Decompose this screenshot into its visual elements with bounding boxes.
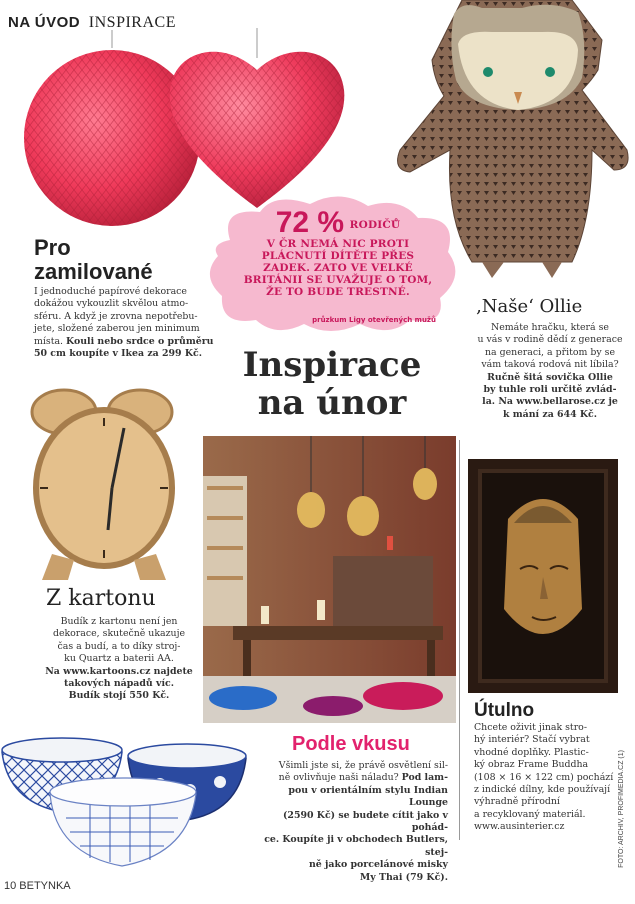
- ollie-bold-line: Ručně šitá sovička Ollie: [487, 371, 613, 383]
- column-divider: [459, 440, 460, 840]
- cardboard-line: Budík z kartonu není jen: [60, 616, 178, 627]
- pro-bold-line: Kouli nebo srdce o průměru: [66, 335, 214, 347]
- indian-lounge-photo: [203, 436, 456, 723]
- pro-heading: [34, 236, 153, 284]
- photo-credit: FOTO: ARCHIV, PROFIMEDIA.CZ (1): [618, 750, 625, 868]
- cardboard-bold-line: takových nápadů víc.: [64, 678, 174, 690]
- cardboard-line: čas a budí, a to díky stroj-: [57, 640, 181, 652]
- utulno-line: ký obraz Frame Buddha: [474, 759, 589, 771]
- stat-percent: 72 %: [275, 206, 345, 239]
- pro-paragraph: [34, 286, 214, 360]
- pro-line: dokážou vykouzlit skvělou atmo-: [34, 298, 189, 310]
- podle-heading: Podle vkusu: [292, 733, 410, 755]
- pro-line: místa.: [34, 335, 64, 347]
- ollie-paragraph: [470, 322, 630, 421]
- cardboard-paragraph: [34, 616, 204, 703]
- utulno-line: hý interiér? Stačí vybrat: [474, 734, 590, 746]
- stat-source: průzkum Ligy otevřených mužů: [312, 316, 436, 324]
- stat-line-6: ŽE TO BUDE TRESTNÉ.: [266, 286, 410, 298]
- utulno-line: z indické dílny, kde používají: [474, 784, 611, 796]
- cardboard-bold-line: Budík stojí 550 Kč.: [68, 690, 170, 702]
- podle-paragraph: [254, 760, 448, 884]
- porcelain-bowls-image: [0, 728, 250, 880]
- stat-line-5: BRITÁNII SE UVAŽUJE O TOM,: [243, 274, 433, 286]
- section-label: NA ÚVOD: [8, 14, 81, 31]
- ollie-line: Nemáte hračku, která se: [491, 322, 609, 333]
- page-title-line-1: Inspirace: [242, 345, 422, 385]
- pro-bold-line: 50 cm koupíte v Ikea za 299 Kč.: [34, 348, 202, 360]
- cardboard-clock-image: [22, 384, 182, 584]
- cardboard-line: dekorace, skutečně ukazuje: [52, 628, 186, 640]
- podle-bold-line: My Thai (79 Kč).: [359, 871, 448, 883]
- podle-bold-line: ce. Koupíte ji v obchodech Butlers, stej-: [264, 834, 448, 858]
- cardboard-bold-line: Na www.kartoons.cz najdete: [45, 665, 193, 677]
- page-footer: 10 BETYNKA: [4, 880, 71, 892]
- utulno-line: vhodné doplňky. Plastic-: [474, 746, 589, 758]
- pro-heading-line-2: zamilované: [34, 259, 153, 284]
- ollie-line: na generaci, a přitom by se: [485, 346, 615, 358]
- utulno-line: výhradně přírodní: [474, 796, 560, 808]
- podle-bold-line: ně jako porcelánové misky: [308, 859, 448, 871]
- podle-bold-line: (2590 Kč) se budete cítit jako v pohád-: [283, 809, 448, 834]
- podle-bold-line: Pod lam-: [401, 772, 448, 784]
- utulno-heading: Útulno: [474, 700, 535, 721]
- subsection-label: INSPIRACE: [88, 14, 176, 31]
- utulno-paragraph: [474, 722, 624, 834]
- stat-line-2: V ČR NEMÁ NIC PROTI: [266, 238, 410, 250]
- stat-line-4: ZADEK. ZATO VE VELKÉ: [263, 262, 413, 274]
- paper-heart-image: [162, 28, 352, 218]
- cardboard-line: ku Quartz a baterii AA.: [64, 653, 174, 665]
- ollie-bold-line: k mání za 644 Kč.: [502, 408, 597, 420]
- podle-line: Všimli jste si, že právě osvětlení sil-: [278, 760, 448, 771]
- utulno-line: (108 × 16 × 122 cm) pochází: [474, 771, 614, 783]
- page-title: [212, 346, 452, 422]
- utulno-line: a recyklovaný materiál.: [474, 808, 586, 820]
- pro-heading-line-1: Pro: [34, 235, 71, 260]
- pro-line: sféru. A když je zrovna nepotřebu-: [34, 310, 198, 322]
- podle-bold-line: pou v orientálním stylu Indian Lounge: [288, 784, 448, 809]
- ollie-heading: ‚Naše‘ Ollie: [476, 296, 583, 317]
- pro-line: I jednoduché papírové dekorace: [34, 286, 187, 297]
- buddha-frame-image: [468, 459, 618, 693]
- utulno-link[interactable]: www.ausinterier.cz: [474, 821, 565, 833]
- pro-line: jete, složené zaberou jen minimum: [34, 323, 200, 335]
- stat-line-3: PLÁCNUTÍ DÍTĚTE PŘES: [261, 250, 415, 262]
- cardboard-heading: Z kartonu: [46, 586, 156, 611]
- ollie-line: vám taková rodová nit líbila?: [481, 359, 619, 371]
- podle-line: ně ovlivňuje naši náladu?: [278, 772, 399, 784]
- ollie-line: u vás v rodině dědí z generace: [477, 334, 623, 346]
- ollie-bold-line: by tuhle roli určitě zvlád-: [483, 384, 617, 396]
- ollie-bold-line: la. Na www.bellarose.cz je: [482, 396, 618, 408]
- page-title-line-2: na únor: [257, 383, 407, 423]
- stat-text: [228, 208, 448, 298]
- utulno-line: Chcete oživit jinak stro-: [474, 722, 587, 733]
- stat-line-1: RODIČŮ: [349, 219, 401, 231]
